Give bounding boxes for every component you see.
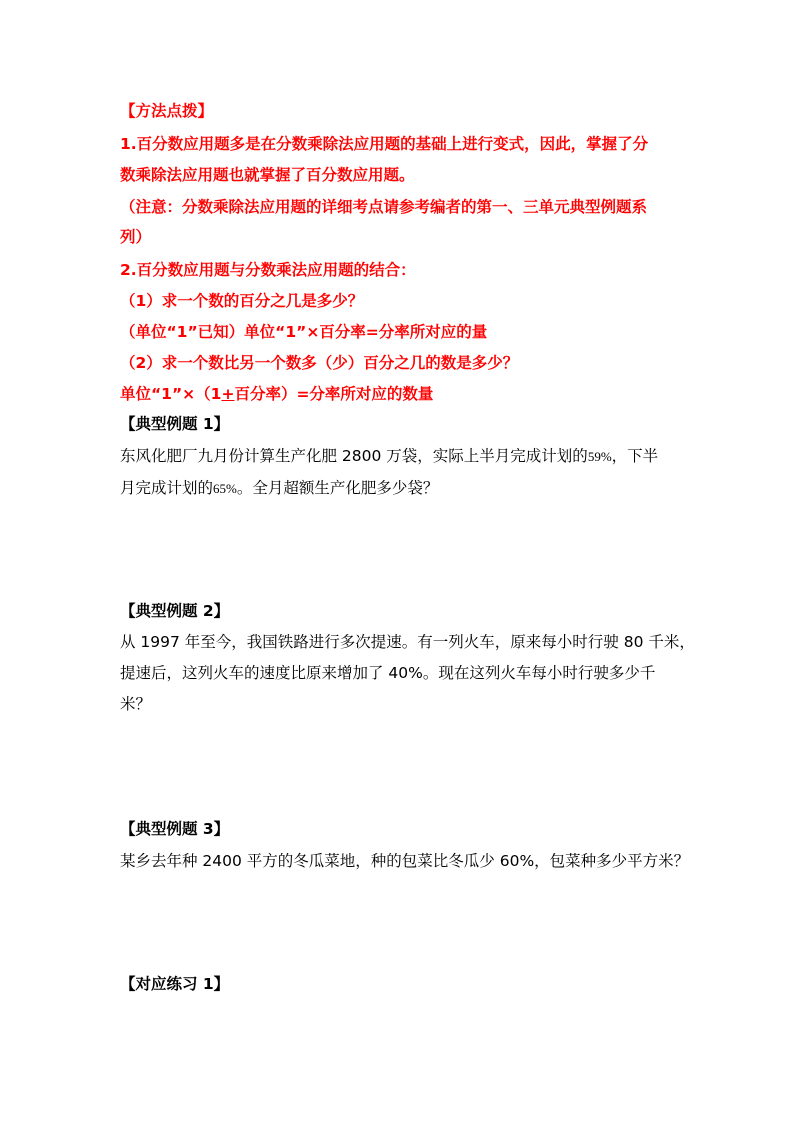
example1-line2 <box>120 478 680 499</box>
method-question1: （1）求一个数的百分之几是多少？ <box>120 292 364 310</box>
method-point1-line1: 1.百分数应用题多是在分数乘除法应用题的基础上进行变式，因此，掌握了分 <box>120 135 649 153</box>
method-question2: （2）求一个数比另一个数多（少）百分之几的数是多少？ <box>120 354 519 372</box>
method-note-line1: （注意：分数乘除法应用题的详细考点请参考编者的第一、三单元典型例题系 <box>120 198 648 216</box>
formula2-suffix: 百分率）=分率所对应的数量 <box>234 385 434 403</box>
example1-percent-65: 65% <box>213 481 237 496</box>
example1-percent-59: 59% <box>587 449 612 464</box>
method-note-line2: 列） <box>120 228 152 246</box>
example2-line2: 提速后，这列火车的速度比原来增加了 40%。现在这列火车每小时行驶多少千 <box>120 664 656 682</box>
example1-text-c: 月完成计划的 <box>120 479 214 497</box>
example1-line1 <box>120 446 680 467</box>
example2-line3: 米？ <box>120 695 152 713</box>
method-heading: 【方法点拨】 <box>120 102 214 120</box>
example1-text-d: 。全月超额生产化肥多少袋？ <box>236 479 439 497</box>
example3-line1: 某乡去年种 2400 平方的冬瓜菜地，种的包菜比冬瓜少 60%，包菜种多少平方米？ <box>120 852 690 870</box>
method-formula1: （单位“1”已知）单位“1”×百分率=分率所对应的量 <box>120 323 488 341</box>
example2-heading: 【典型例题 2】 <box>120 602 230 620</box>
example1-heading: 【典型例题 1】 <box>120 415 230 433</box>
practice1-heading: 【对应练习 1】 <box>120 975 230 993</box>
formula2-prefix: 单位“1”×（1 <box>120 385 222 403</box>
example1-text-a: 东风化肥厂九月份计算生产化肥 2800 万袋，实际上半月完成计划的 <box>120 447 588 465</box>
example1-text-b: ，下半 <box>611 447 659 465</box>
method-point1-line2: 数乘除法应用题也就掌握了百分数应用题。 <box>120 166 415 184</box>
example3-heading: 【典型例题 3】 <box>120 820 230 838</box>
plus-minus-sign: + <box>221 385 235 403</box>
method-point2: 2.百分数应用题与分数乘法应用题的结合： <box>120 261 416 279</box>
example2-line1: 从 1997 年至今，我国铁路进行多次提速。有一列火车，原来每小时行驶 80 千米， <box>120 633 695 651</box>
method-formula2 <box>120 384 680 404</box>
